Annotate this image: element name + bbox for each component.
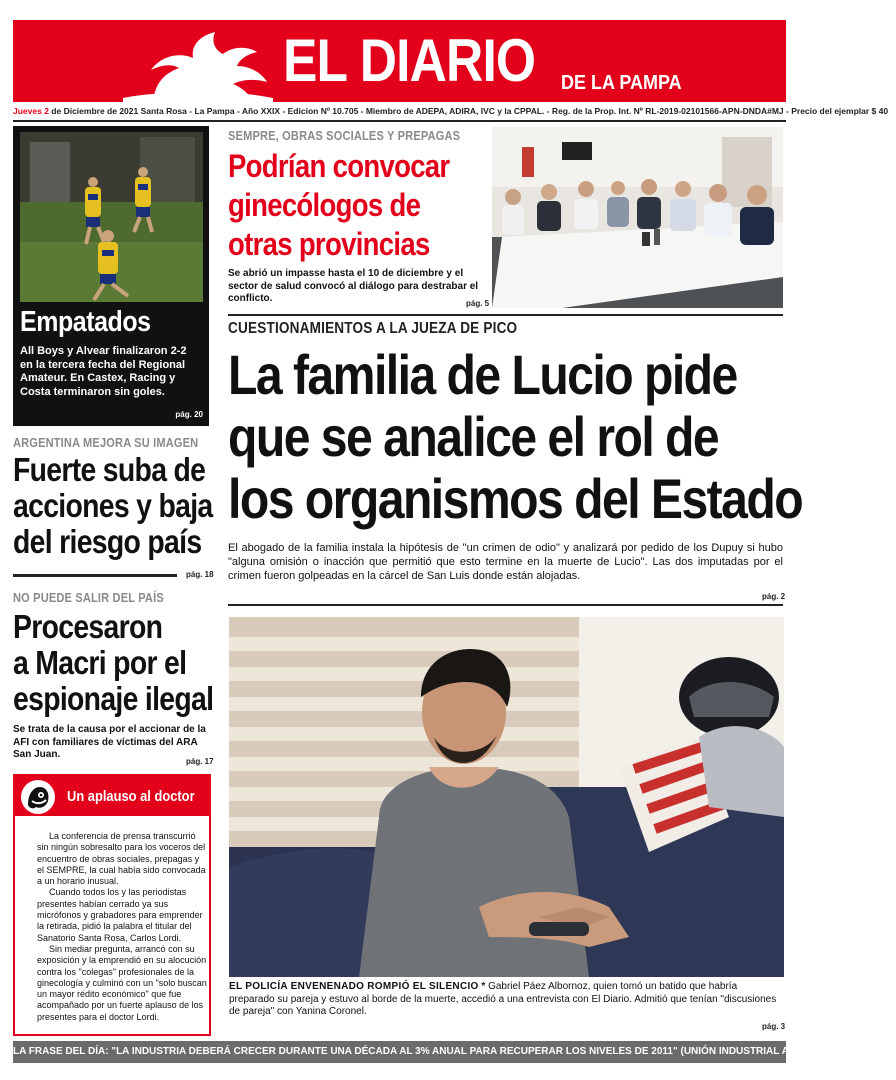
lead-bottom-rule bbox=[228, 604, 783, 606]
caldén-tree-logo bbox=[123, 26, 273, 102]
macri-headline[interactable] bbox=[13, 609, 246, 717]
macri-kicker: NO PUEDE SALIR DEL PAÍS bbox=[13, 590, 164, 605]
masthead bbox=[13, 20, 786, 102]
health-headline[interactable] bbox=[228, 147, 486, 264]
sports-headline: Empatados bbox=[20, 306, 151, 338]
soccer-match-photo bbox=[20, 132, 203, 302]
police-caption-title: EL POLICÍA ENVENENADO ROMPIÓ EL SILENCIO bbox=[229, 981, 479, 992]
lead-headline-line: los organismos del Estado bbox=[228, 467, 803, 530]
press-conference-photo bbox=[492, 127, 783, 308]
edition-date: Jueves 2 bbox=[13, 106, 49, 116]
lead-summary: El abogado de la familia instala la hipótesis de "un crimen de odio" y analizará por pedido de los Dupuy si hubo "alguna omisión o inacción que permitió que esto termine en la muerte de Lucio". Las dos imputadas por el crimen fueron golpeadas en la cárcel de San Luis donde están alojadas. bbox=[228, 542, 783, 582]
sports-page-ref: pág. 20 bbox=[175, 410, 203, 419]
macri-headline-line: espionaje ilegal bbox=[13, 680, 214, 717]
economy-rule bbox=[13, 574, 177, 577]
health-kicker: SEMPRE, OBRAS SOCIALES Y PREPAGAS bbox=[228, 128, 461, 143]
police-caption-text: Gabriel Páez Albornoz, quien tomó un batido que habría preparado su pareja y estuvo al borde de la muerte, accedió a una entrevista con El Diario. Admitió que tenían "discusiones de pareja" con Yanina Coronel. bbox=[229, 981, 777, 1017]
editorial-paragraph: La conferencia de prensa transcurrió sin ningún sobresalto para los voceros del encuentro de obras sociales, prepagas y el SEMPRE, la cual había sido convocada a un horario inusual. bbox=[37, 831, 206, 887]
economy-kicker: ARGENTINA MEJORA SU IMAGEN bbox=[13, 435, 199, 450]
lead-headline[interactable] bbox=[228, 344, 896, 530]
header-rule bbox=[13, 120, 786, 122]
lead-headline-line: La familia de Lucio pide bbox=[228, 343, 737, 406]
sports-story[interactable] bbox=[13, 126, 209, 426]
health-headline-line: Podrían convocar bbox=[228, 148, 450, 184]
lead-headline-line: que se analice el rol de bbox=[228, 405, 719, 468]
editorial-box[interactable] bbox=[13, 774, 211, 1036]
police-caption bbox=[229, 981, 784, 1019]
lead-top-rule bbox=[228, 314, 783, 316]
newspaper-title: EL DIARIO bbox=[283, 27, 536, 94]
macri-page-ref: pág. 17 bbox=[186, 757, 214, 766]
caption-bullet: * bbox=[481, 981, 489, 992]
edition-details: de Diciembre de 2021 Santa Rosa - La Pampa - Año XXIX - Edicion Nº 10.705 - Miembro de ADEPA, ADIRA, IVC y la CPPAL. - Reg. de la Prop. Int. Nº RL-2019-02101566-APN-DNDA#MJ - Precio del ejemplar $ 40 bbox=[51, 106, 889, 116]
edition-info-bar bbox=[13, 106, 889, 120]
health-page-ref: pág. 5 bbox=[466, 299, 490, 308]
caricature-icon bbox=[20, 779, 56, 815]
economy-headline-line: del riesgo país bbox=[13, 523, 202, 560]
macri-summary: Se trata de la causa por el accionar de la AFI con familiares de víctimas del ARA San Juan. bbox=[13, 724, 206, 760]
quote-of-the-day-bar: LA FRASE DEL DÍA: "LA INDUSTRIA DEBERÁ CRECER DURANTE UNA DÉCADA AL 3% ANUAL PARA RECUPERAR LOS NIVELES DE 2011" (UNIÓN INDUSTRIAL ARGENTINA). pág. 18 bbox=[13, 1041, 786, 1063]
editorial-body bbox=[37, 831, 207, 1023]
macri-headline-line: a Macri por el bbox=[13, 644, 187, 681]
editorial-title: Un aplauso al doctor bbox=[67, 788, 195, 805]
economy-headline-line: acciones y baja bbox=[13, 487, 213, 524]
lead-page-ref: pág. 2 bbox=[762, 592, 786, 601]
police-page-ref: pág. 3 bbox=[762, 1022, 786, 1031]
health-summary: Se abrió un impasse hasta el 10 de diciembre y el sector de salud convocó al diálogo para destrabar el conflicto. bbox=[228, 268, 479, 304]
economy-headline-line: Fuerte suba de bbox=[13, 451, 206, 488]
health-headline-line: otras provincias bbox=[228, 226, 430, 262]
editorial-paragraph: Cuando todos los y las periodistas presentes habían cerrado ya sus micrófonos y grabadores para emprender la retirada, pidió la palabra el titular del Sanatorio Santa Rosa, Carlos Lordi. bbox=[37, 887, 203, 943]
health-headline-line: ginecólogos de bbox=[228, 187, 421, 223]
sports-summary: All Boys y Alvear finalizaron 2-2 en la tercera fecha del Regional Amateur. En Castex, Racing y Costa terminaron sin goles. bbox=[20, 345, 187, 398]
macri-headline-line: Procesaron bbox=[13, 608, 163, 645]
police-interview-photo bbox=[229, 617, 784, 977]
editorial-header bbox=[15, 776, 209, 816]
lead-kicker: CUESTIONAMIENTOS A LA JUEZA DE PICO bbox=[228, 320, 518, 337]
editorial-paragraph: Sin mediar pregunta, arrancó con su exposición y la emprendió en su alocución contra los "colegas" profesionales de la ginecología y culminó con un "solo buscan un mayor rédito económico" que fue acompañado por un fuerte aplauso de los presentes para el doctor Lordi. bbox=[37, 943, 207, 1022]
newspaper-subtitle: DE LA PAMPA bbox=[561, 72, 682, 94]
economy-headline[interactable] bbox=[13, 452, 245, 560]
economy-page-ref: pág. 18 bbox=[186, 570, 214, 579]
